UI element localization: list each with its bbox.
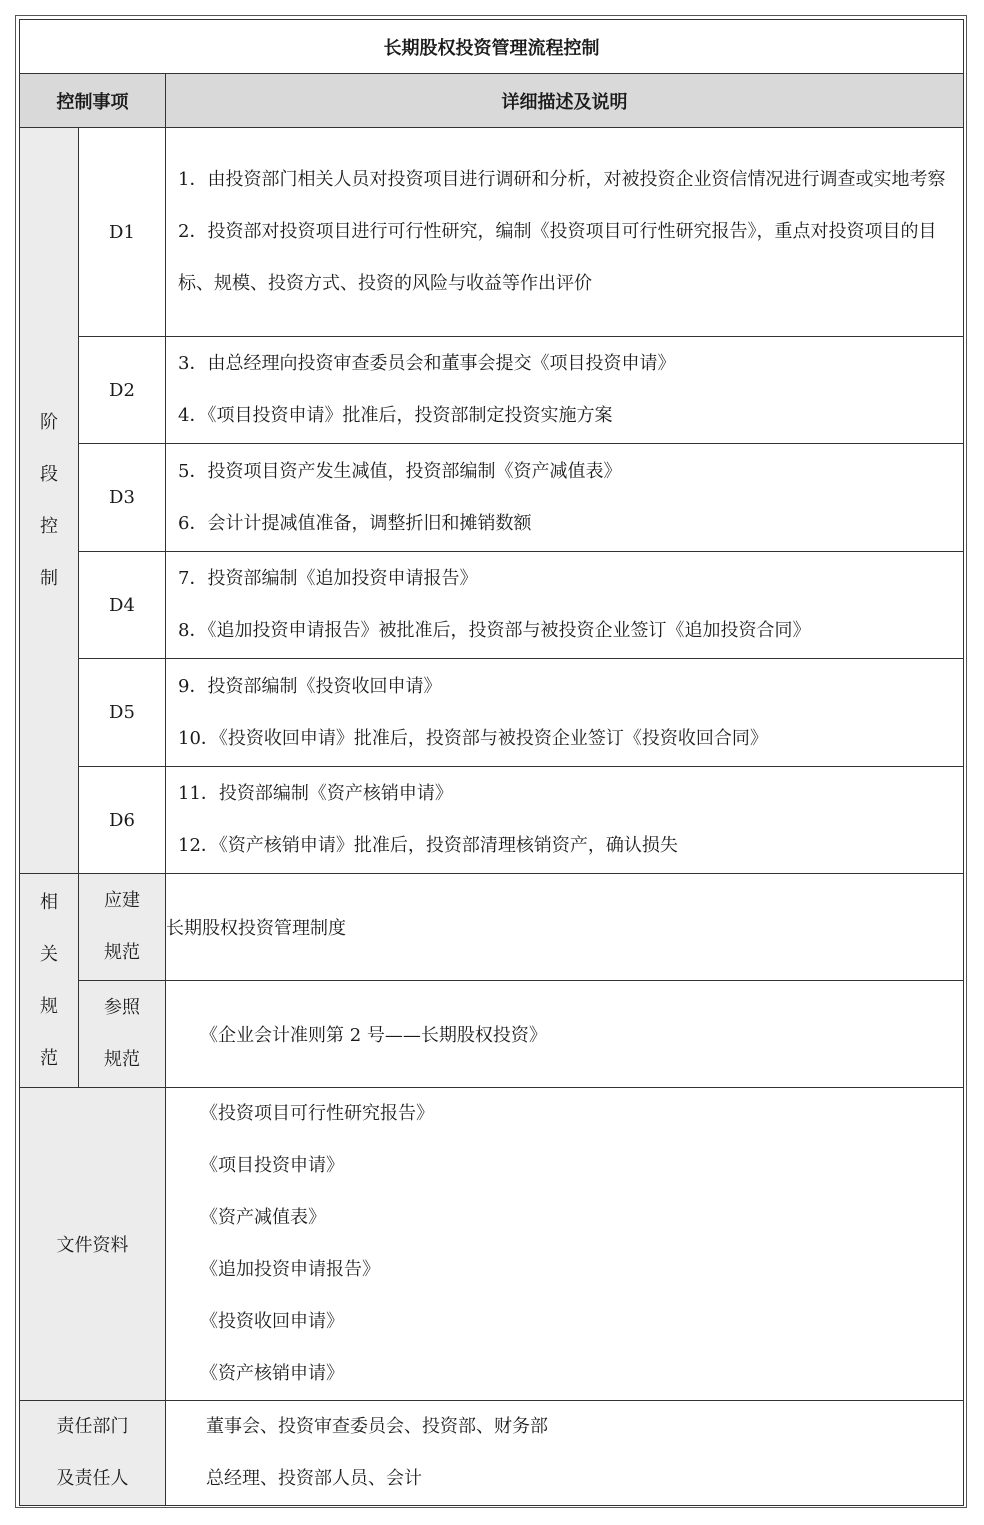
document-item: 《资产减值表》 xyxy=(200,1207,326,1228)
stage-label-char: 阶 xyxy=(40,411,58,433)
stage-item: 5．投资项目资产发生减值，投资部编制《资产减值表》 xyxy=(178,460,622,482)
norms-label-char: 关 xyxy=(40,943,58,965)
norms-label-char: 相 xyxy=(40,891,58,913)
norms-label-char: 规 xyxy=(40,995,58,1017)
responsibility-label xyxy=(20,1401,166,1506)
responsibility-item: 董事会、投资审查委员会、投资部、财务部 xyxy=(206,1416,548,1437)
stage-item: 6．会计计提减值准备，调整折旧和摊销数额 xyxy=(178,512,532,534)
document-item: 《追加投资申请报告》 xyxy=(200,1259,380,1280)
norm-content: 《企业会计准则第 2 号——长期股权投资》 xyxy=(166,981,964,1088)
related-norms-label xyxy=(20,874,79,1088)
norms-label-char: 范 xyxy=(40,1047,58,1069)
document-page xyxy=(15,15,967,1508)
norm-type-reference xyxy=(79,981,166,1088)
stage-d2-description xyxy=(166,337,964,444)
norm-type-to-build xyxy=(79,874,166,981)
stage-d5-description xyxy=(166,659,964,767)
responsibility-list xyxy=(166,1401,964,1506)
process-control-table xyxy=(19,19,964,1506)
stage-item: 9．投资部编制《投资收回申请》 xyxy=(178,675,442,697)
document-item: 《投资收回申请》 xyxy=(200,1311,344,1332)
stage-item: 8．《追加投资申请报告》被批准后，投资部与被投资企业签订《追加投资合同》 xyxy=(178,620,811,641)
header-control-items: 控制事项 xyxy=(20,74,166,128)
stage-item: 7．投资部编制《追加投资申请报告》 xyxy=(178,568,478,589)
document-item: 《资产核销申请》 xyxy=(200,1363,344,1384)
stage-item: 1．由投资部门相关人员对投资项目进行调研和分析，对被投资企业资信情况进行调查或实地考察 xyxy=(178,169,946,190)
stage-label-char: 控 xyxy=(40,515,58,537)
stage-item: 12．《资产核销申请》批准后，投资部清理核销资产，确认损失 xyxy=(178,835,678,856)
stage-item: 4．《项目投资申请》批准后，投资部制定投资实施方案 xyxy=(178,405,613,426)
stage-item: 10．《投资收回申请》批准后，投资部与被投资企业签订《投资收回合同》 xyxy=(178,727,768,749)
stage-code-d2: D2 xyxy=(79,337,166,444)
stage-label-char: 制 xyxy=(40,567,58,589)
stage-item: 3．由总经理向投资审查委员会和董事会提交《项目投资申请》 xyxy=(178,353,676,374)
documents-label: 文件资料 xyxy=(20,1088,166,1401)
documents-list xyxy=(166,1088,964,1401)
norm-type-text: 规范 xyxy=(104,1049,140,1070)
header-description: 详细描述及说明 xyxy=(166,74,964,128)
norm-type-text: 参照 xyxy=(104,997,140,1018)
stage-d3-description xyxy=(166,444,964,552)
stage-item: 11．投资部编制《资产核销申请》 xyxy=(178,783,453,804)
document-item: 《投资项目可行性研究报告》 xyxy=(200,1103,434,1124)
stage-control-label xyxy=(20,128,79,874)
stage-d4-description xyxy=(166,552,964,659)
norm-type-text: 应建 xyxy=(104,890,140,911)
responsibility-label-line: 及责任人 xyxy=(56,1468,129,1489)
stage-d1-description xyxy=(166,128,964,337)
responsibility-label-line: 责任部门 xyxy=(56,1416,129,1437)
responsibility-item: 总经理、投资部人员、会计 xyxy=(206,1468,422,1489)
document-item: 《项目投资申请》 xyxy=(200,1155,344,1176)
table-title: 长期股权投资管理流程控制 xyxy=(20,20,964,74)
stage-code-d6: D6 xyxy=(79,767,166,874)
stage-label-char: 段 xyxy=(40,463,58,485)
stage-d6-description xyxy=(166,767,964,874)
stage-code-d4: D4 xyxy=(79,552,166,659)
stage-code-d5: D5 xyxy=(79,659,166,767)
stage-item: 2．投资部对投资项目进行可行性研究，编制《投资项目可行性研究报告》，重点对投资项目的目标、规模、投资方式、投资的风险与收益等作出评价 xyxy=(178,221,937,294)
norm-type-text: 规范 xyxy=(104,942,140,963)
stage-code-d3: D3 xyxy=(79,444,166,552)
norm-content: 长期股权投资管理制度 xyxy=(166,874,964,981)
stage-code-d1: D1 xyxy=(79,128,166,337)
